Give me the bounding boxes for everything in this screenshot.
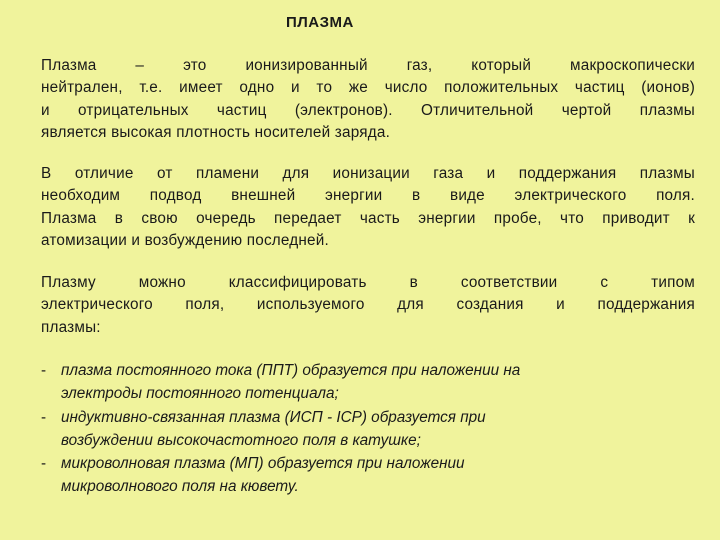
list-item-line: микроволновая плазма (МП) образуется при наложении	[61, 455, 465, 473]
paragraph-line: Плазму можно классифицировать в соответствии с типом	[41, 274, 695, 291]
paragraph-line: плазмы:	[41, 318, 101, 336]
list-dash: -	[41, 362, 47, 379]
paragraph-line: необходим подвод внешней энергии в виде электрического поля.	[41, 187, 695, 205]
paragraph-line: электрического поля, используемого для создания и поддержания	[41, 296, 695, 314]
list-dash: -	[41, 408, 47, 426]
list-item	[41, 359, 681, 406]
list-item	[41, 406, 681, 453]
paragraph-line: и отрицательных частиц (электронов). Отличительной чертой плазмы	[41, 101, 695, 119]
list-item-line: плазма постоянного тока (ППТ) образуется при наложении на	[61, 362, 521, 379]
paragraph-line: Плазма – это ионизированный газ, который макроскопически	[41, 57, 695, 74]
paragraph-line: Плазма в свою очередь передает часть энергии пробе, что приводит к	[41, 209, 695, 227]
slide-title: ПЛАЗМА	[286, 14, 354, 31]
list-item-line: электроды постоянного потенциала;	[61, 385, 339, 403]
paragraph-line: нейтрален, т.е. имеет одно и то же число положительных частиц (ионов)	[41, 79, 695, 97]
list-item-line: микроволнового поля на кювету.	[61, 478, 299, 496]
paragraph-definition	[41, 55, 695, 144]
list-dash: -	[41, 455, 47, 473]
list-item	[41, 452, 681, 499]
paragraph-line: является высокая плотность носителей заряда.	[41, 123, 391, 141]
list-item-line: возбуждении высокочастотного поля в катушке;	[61, 431, 421, 449]
paragraph-line: В отличие от пламени для ионизации газа и поддержания плазмы	[41, 165, 695, 182]
list-item-line: индуктивно-связанная плазма (ИСП - ICP) образуется при	[61, 408, 486, 426]
paragraph-energy	[41, 163, 695, 252]
plasma-types-list	[41, 359, 681, 499]
paragraph-line: атомизации и возбуждению последней.	[41, 231, 329, 249]
paragraph-classification	[41, 272, 695, 339]
